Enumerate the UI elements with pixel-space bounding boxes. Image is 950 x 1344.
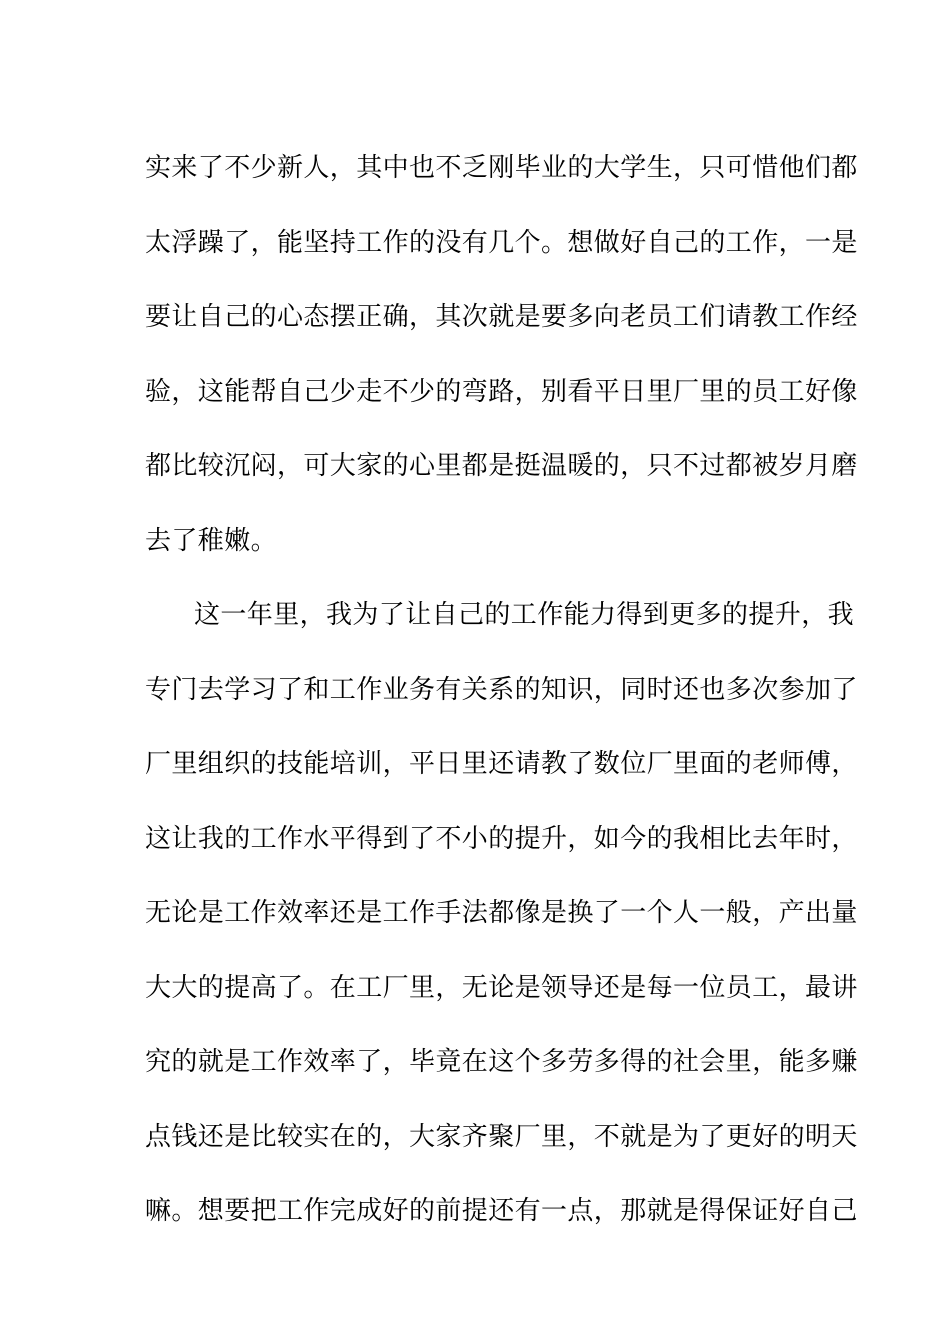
paragraph-first-line: 这一年里，我为了让自己的工作能力得到更多的提升，我 xyxy=(194,600,855,630)
text-line: 大大的提高了。在工厂里，无论是领导还是每一位员工，最讲 xyxy=(145,972,858,1003)
body-text xyxy=(145,131,858,1249)
text-line: 厂里组织的技能培训，平日里还请教了数位厂里面的老师傅， xyxy=(145,749,858,779)
text-line: 都比较沉闷，可大家的心里都是挺温暖的，只不过都被岁月磨 xyxy=(145,451,858,481)
text-line: 要让自己的心态摆正确，其次就是要多向老员工们请教工作经 xyxy=(145,302,858,332)
text-line: 太浮躁了，能坚持工作的没有几个。想做好自己的工作，一是 xyxy=(145,227,858,258)
text-line: 究的就是工作效率了，毕竟在这个多劳多得的社会里，能多赚 xyxy=(145,1047,858,1077)
text-line: 专门去学习了和工作业务有关系的知识，同时还也多次参加了 xyxy=(145,674,858,705)
text-line: 实来了不少新人，其中也不乏刚毕业的大学生，只可惜他们都 xyxy=(145,153,858,183)
text-line: 验，这能帮自己少走不少的弯路，别看平日里厂里的员工好像 xyxy=(145,376,858,407)
text-line: 点钱还是比较实在的，大家齐聚厂里，不就是为了更好的明天 xyxy=(145,1121,858,1152)
text-line: 无论是工作效率还是工作手法都像是换了一个人一般，产出量 xyxy=(145,898,858,928)
text-line: 这让我的工作水平得到了不小的提升，如今的我相比去年时， xyxy=(145,823,858,854)
text-line: 去了稚嫩。 xyxy=(145,525,278,556)
text-line: 嘛。想要把工作完成好的前提还有一点，那就是得保证好自己 xyxy=(145,1196,858,1226)
